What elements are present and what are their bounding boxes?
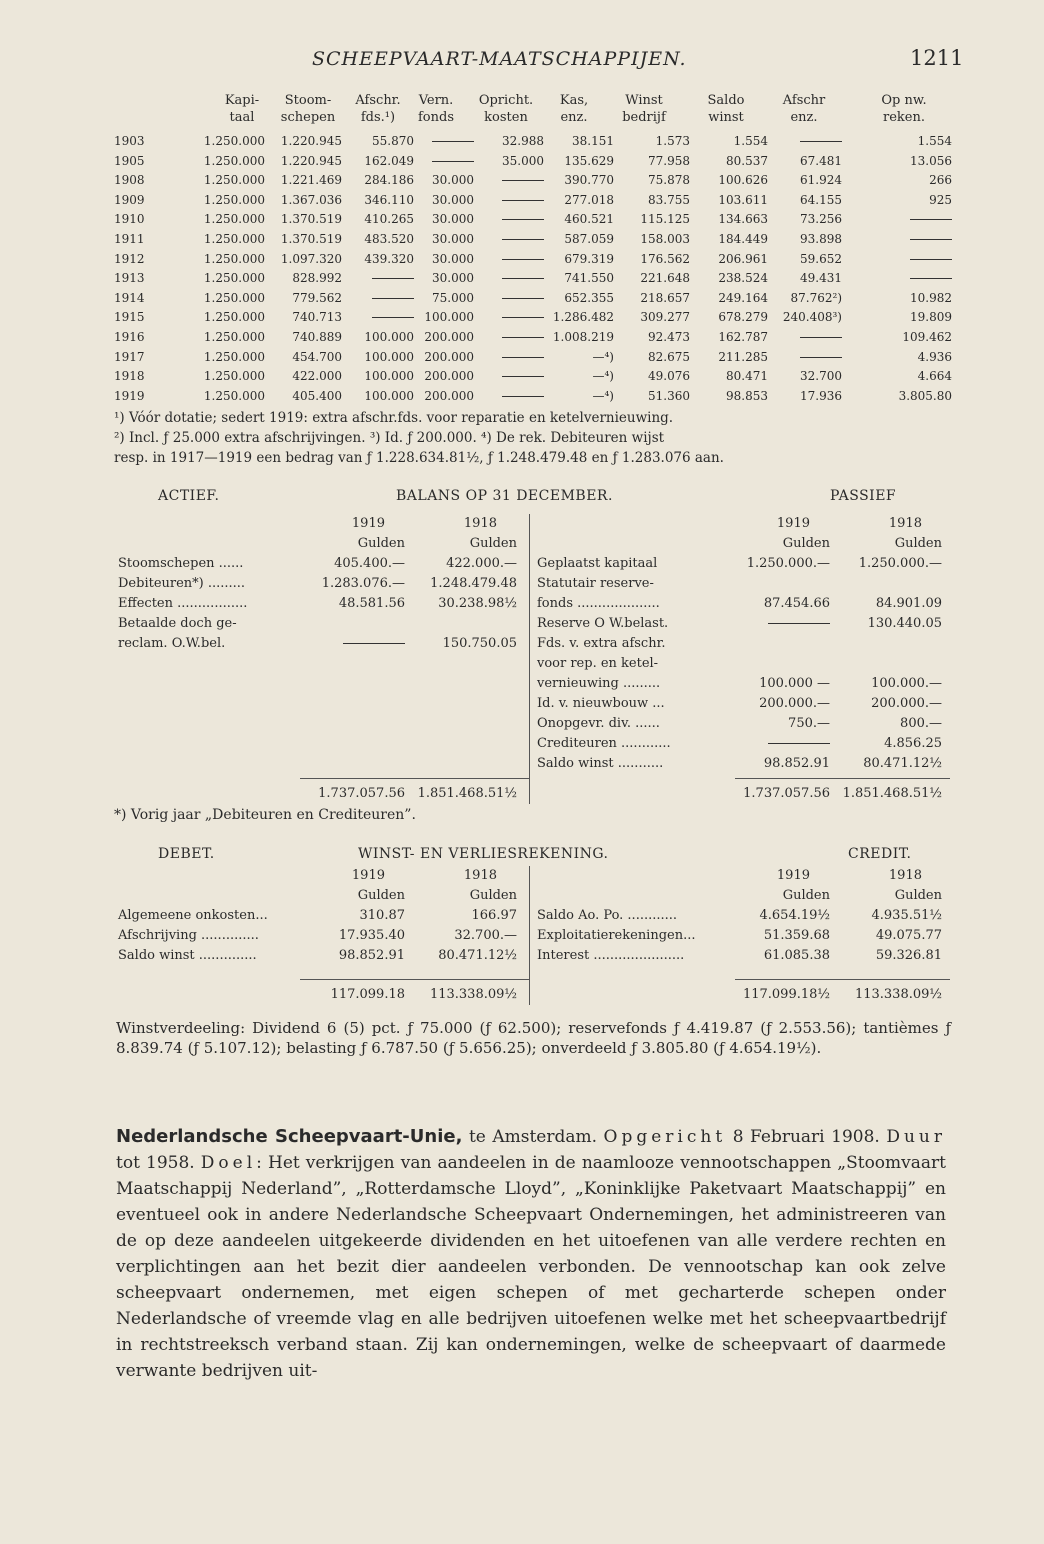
ledger-total: 1.851.468.51½ bbox=[417, 786, 517, 801]
table-cell: 59.652 bbox=[800, 251, 842, 266]
table-cell: 162.787 bbox=[718, 329, 768, 344]
ledger-value: 59.326.81 bbox=[875, 948, 942, 963]
table-cell: 1.250.000 bbox=[203, 153, 265, 168]
table-cell: 1.367.036 bbox=[280, 192, 342, 207]
table-cell: 30.000 bbox=[432, 212, 474, 227]
table-cell: 1.221.469 bbox=[280, 173, 342, 188]
ledger-value: 98.852.91 bbox=[763, 756, 830, 771]
table-cell: 80.471 bbox=[726, 369, 768, 384]
table-cell: 266 bbox=[929, 173, 952, 188]
table-year: 1908 bbox=[114, 173, 145, 188]
page-number: 1211 bbox=[910, 46, 964, 70]
table-cell: 80.537 bbox=[726, 153, 768, 168]
ledger-label: Exploitatierekeningen... bbox=[537, 928, 696, 943]
ledger-label: Id. v. nieuwbouw ... bbox=[537, 696, 665, 711]
table-cell: 679.319 bbox=[564, 251, 614, 266]
table-cell: 73.256 bbox=[800, 212, 842, 227]
table-cell: 779.562 bbox=[292, 290, 342, 305]
table-cell: 30.000 bbox=[432, 192, 474, 207]
ledger-label: Fds. v. extra afschr. bbox=[537, 636, 666, 651]
column-header-line1: Afschr bbox=[782, 93, 826, 108]
table-cell: 828.992 bbox=[292, 271, 342, 286]
table-cell: 410.265 bbox=[364, 212, 414, 227]
table-year: 1914 bbox=[114, 290, 145, 305]
table-year: 1916 bbox=[114, 329, 145, 344]
ledger-label: reclam. O.W.bel. bbox=[118, 636, 226, 651]
table-cell: 346.110 bbox=[364, 192, 414, 207]
ledger-value: 1.283.076.— bbox=[321, 576, 405, 591]
table-cell: 1.250.000 bbox=[203, 231, 265, 246]
table-cell: 284.186 bbox=[364, 173, 414, 188]
table-cell: 75.000 bbox=[432, 290, 474, 305]
doel-label: Doel bbox=[200, 1153, 257, 1173]
table-cell: 1.250.000 bbox=[203, 310, 265, 325]
table-cell: 238.524 bbox=[718, 271, 768, 286]
ledger-total: 1.851.468.51½ bbox=[842, 786, 942, 801]
ledger-total: 117.099.18 bbox=[330, 987, 405, 1002]
table-cell: 87.762²) bbox=[790, 290, 842, 305]
table-cell: 200.000 bbox=[424, 388, 474, 403]
table-cell: 240.408³) bbox=[782, 310, 842, 325]
ledger-value: 87.454.66 bbox=[763, 596, 830, 611]
ledger-value: 4.935.51½ bbox=[871, 908, 942, 923]
table-cell: 158.003 bbox=[640, 231, 690, 246]
table-year: 1917 bbox=[114, 349, 145, 364]
table-cell: 1.220.945 bbox=[280, 134, 342, 148]
ledger-value: 405.400.— bbox=[334, 556, 405, 571]
table-cell: 1.250.000 bbox=[203, 134, 265, 148]
table-cell: 19.809 bbox=[910, 310, 952, 325]
table-cell: 1.250.000 bbox=[203, 388, 265, 403]
ledger-label: voor rep. en ketel- bbox=[537, 656, 659, 671]
table-cell: 740.889 bbox=[292, 329, 342, 344]
ledger-label: Effecten ................. bbox=[118, 596, 248, 611]
table-cell: 206.961 bbox=[718, 251, 768, 266]
table-cell: 75.878 bbox=[648, 173, 690, 188]
table-cell: 115.125 bbox=[640, 212, 690, 227]
table-year: 1913 bbox=[114, 271, 145, 286]
table-cell: 49.076 bbox=[648, 369, 690, 384]
column-header-line1: Saldo bbox=[707, 93, 745, 108]
table-cell: 55.870 bbox=[372, 134, 414, 148]
ledger-label: fonds .................... bbox=[537, 596, 660, 611]
footnote-line: resp. in 1917—1919 een bedrag van ƒ 1.228.634.81½, ƒ 1.248.479.48 en ƒ 1.283.076 aan. bbox=[114, 450, 724, 466]
table-cell: 652.355 bbox=[564, 290, 614, 305]
ledger-label: Betaalde doch ge- bbox=[118, 616, 237, 631]
table-cell: 93.898 bbox=[800, 231, 842, 246]
column-header-line1: Opricht. bbox=[478, 93, 534, 108]
table-cell: 30.000 bbox=[432, 251, 474, 266]
table-cell: 61.924 bbox=[800, 173, 842, 188]
ledger-value: 1.250.000.— bbox=[746, 556, 830, 571]
ledger-value: 80.471.12½ bbox=[438, 948, 517, 963]
table-cell: 200.000 bbox=[424, 369, 474, 384]
column-header-line2: fonds bbox=[417, 110, 454, 125]
ledger-label: vernieuwing ......... bbox=[537, 676, 661, 691]
ledger-value: 200.000.— bbox=[759, 696, 830, 711]
year-header: 1918 bbox=[888, 868, 922, 883]
table-cell: 100.000 bbox=[364, 369, 414, 384]
table-cell: 1.370.519 bbox=[280, 212, 342, 227]
table-cell: 38.151 bbox=[572, 134, 614, 148]
ledger-total: 117.099.18½ bbox=[742, 987, 830, 1002]
wv-right-title: CREDIT. bbox=[848, 846, 912, 862]
wv-title: WINST- EN VERLIESREKENING. bbox=[358, 846, 609, 862]
table-cell: 925 bbox=[929, 192, 952, 207]
column-header-line2: fds.¹) bbox=[360, 110, 396, 125]
table-cell: 460.521 bbox=[564, 212, 614, 227]
table-cell: 10.982 bbox=[910, 290, 952, 305]
ledger-value: 800.— bbox=[900, 716, 942, 731]
table-cell: 218.657 bbox=[640, 290, 690, 305]
table-cell: 30.000 bbox=[432, 231, 474, 246]
ledger-value: 1.250.000.— bbox=[858, 556, 942, 571]
ledger-label: Saldo winst ........... bbox=[537, 756, 664, 771]
table-cell: 64.155 bbox=[800, 192, 842, 207]
opgericht-label: Opgericht bbox=[603, 1127, 727, 1147]
doel-text: : Het verkrijgen van aandeelen in de naamlooze vennootschappen „Stoomvaart Maatschappij Nederland”, „Rotterdamsche Lloyd”, „Koninklijke Paketvaart Maatschappij” en eventueel ook in andere Nederlandsche Scheepvaart Ondernemingen, het administreeren van de op deze aandeelen uitgekeerde dividenden en het uitoefenen van alle verdere rechten en verplichtingen aan het bezit dier aandeelen verbonden. De vennootschap kan ook zelve scheepvaart ondernemen, met eigen schepen of met gecharterde schepen onder Nederlandsche of vreemde vlag en alle bedrijven uitoefenen welke met het scheepvaartbedrijf in rechtstreeksch verband staan. Zij kan ondernemingen, welke de scheepvaart of daarmede verwante bedrijven uit- bbox=[116, 1153, 946, 1381]
wv-left-title: DEBET. bbox=[158, 846, 215, 862]
column-header-line2: reken. bbox=[883, 110, 925, 125]
ledger-value: 150.750.05 bbox=[442, 636, 517, 651]
ledger-label: Crediteuren ............ bbox=[537, 736, 671, 751]
column-header-line2: kosten bbox=[484, 110, 528, 125]
ledger-label: Geplaatst kapitaal bbox=[537, 556, 658, 571]
column-header-line1: Kapi- bbox=[224, 93, 260, 108]
ledger-label: Stoomschepen ...... bbox=[118, 556, 244, 571]
company-name: Nederlandsche Scheepvaart-Unie, bbox=[116, 1126, 463, 1147]
table-cell: 134.663 bbox=[718, 212, 768, 227]
table-cell: 309.277 bbox=[640, 310, 690, 325]
table-cell: 1.250.000 bbox=[203, 192, 265, 207]
table-cell: 1.370.519 bbox=[280, 231, 342, 246]
table-cell: 1.554 bbox=[917, 134, 952, 148]
table-cell: 49.431 bbox=[800, 271, 842, 286]
year-header: 1918 bbox=[463, 868, 497, 883]
table-cell: 135.629 bbox=[564, 153, 614, 168]
table-cell: 200.000 bbox=[424, 329, 474, 344]
table-year: 1918 bbox=[114, 369, 145, 384]
column-header-line1: Stoom- bbox=[284, 93, 332, 108]
table-year: 1903 bbox=[114, 134, 145, 148]
table-cell: 1.250.000 bbox=[203, 212, 265, 227]
table-cell: —⁴) bbox=[592, 388, 614, 403]
table-cell: 162.049 bbox=[364, 153, 414, 168]
table-cell: 30.000 bbox=[432, 271, 474, 286]
ledger-value: 310.87 bbox=[359, 908, 405, 923]
ledger-divider bbox=[529, 866, 530, 1005]
ledger-label: Saldo winst .............. bbox=[118, 948, 257, 963]
table-year: 1911 bbox=[114, 231, 145, 246]
column-header-line1: Op nw. bbox=[881, 93, 927, 108]
year-header: 1918 bbox=[463, 516, 497, 531]
ledger-value: 30.238.98½ bbox=[438, 596, 517, 611]
table-year: 1912 bbox=[114, 251, 145, 266]
ledger-value: 100.000.— bbox=[871, 676, 942, 691]
year-header: 1919 bbox=[351, 516, 385, 531]
ledger-value: 100.000 — bbox=[759, 676, 830, 691]
table-cell: 439.320 bbox=[364, 251, 414, 266]
table-cell: 17.936 bbox=[800, 388, 842, 403]
column-header-line1: Kas, bbox=[559, 93, 589, 108]
table-cell: 32.700 bbox=[800, 369, 842, 384]
table-cell: 200.000 bbox=[424, 349, 474, 364]
table-cell: —⁴) bbox=[592, 369, 614, 384]
table-cell: 741.550 bbox=[564, 271, 614, 286]
table-cell: 35.000 bbox=[502, 153, 544, 168]
column-header-line2: taal bbox=[229, 110, 255, 125]
winstverdeeling-paragraph: Winstverdeeling: Dividend 6 (5) pct. ƒ 75.000 (ƒ 62.500); reservefonds ƒ 4.419.87 (ƒ 2.553.56); tantièmes ƒ 8.839.74 (ƒ 5.107.12); belasting ƒ 6.787.50 (ƒ 5.656.25); onverdeeld ƒ 3.805.80 (ƒ 4.654.19½). bbox=[116, 1019, 951, 1057]
ledger-value: 98.852.91 bbox=[338, 948, 405, 963]
unit-header: Gulden bbox=[782, 536, 830, 551]
ledger-value: 80.471.12½ bbox=[863, 756, 942, 771]
table-cell: 1.097.320 bbox=[280, 251, 342, 266]
duur-value: tot 1958. bbox=[116, 1153, 201, 1173]
balans-left-title: ACTIEF. bbox=[158, 488, 220, 504]
table-cell: 92.473 bbox=[648, 329, 690, 344]
ledger-value: 17.935.40 bbox=[338, 928, 405, 943]
unit-header: Gulden bbox=[357, 888, 405, 903]
table-cell: 483.520 bbox=[364, 231, 414, 246]
table-cell: 390.770 bbox=[564, 173, 614, 188]
column-header-line1: Winst bbox=[625, 93, 663, 108]
company-article bbox=[116, 1124, 946, 1384]
balans-footnote: *) Vorig jaar „Debiteuren en Crediteuren”. bbox=[114, 807, 416, 823]
table-cell: 211.285 bbox=[718, 349, 768, 364]
table-cell: 109.462 bbox=[902, 329, 952, 344]
table-cell: 51.360 bbox=[648, 388, 690, 403]
ledger-label: Reserve O W.belast. bbox=[537, 616, 669, 631]
ledger-total: 1.737.057.56 bbox=[743, 786, 830, 801]
table-cell: 67.481 bbox=[800, 153, 842, 168]
footnote-line: ¹) Vóór dotatie; sedert 1919: extra afschr.fds. voor reparatie en ketelvernieuwing. bbox=[114, 410, 674, 426]
table-cell: 32.988 bbox=[502, 134, 544, 148]
table-cell: 176.562 bbox=[640, 251, 690, 266]
ledger-value: 84.901.09 bbox=[875, 596, 942, 611]
ledger-label: Statutair reserve- bbox=[537, 576, 654, 591]
table-cell: 1.250.000 bbox=[203, 271, 265, 286]
column-header-line1: Afschr. bbox=[355, 93, 401, 108]
unit-header: Gulden bbox=[469, 536, 517, 551]
company-place: te Amsterdam. bbox=[462, 1127, 604, 1147]
year-header: 1919 bbox=[776, 516, 810, 531]
unit-header: Gulden bbox=[357, 536, 405, 551]
unit-header: Gulden bbox=[782, 888, 830, 903]
ledger-value: 130.440.05 bbox=[867, 616, 942, 631]
table-cell: 1.008.219 bbox=[552, 329, 614, 344]
table-year: 1909 bbox=[114, 192, 145, 207]
table-cell: 100.626 bbox=[718, 173, 768, 188]
table-cell: 184.449 bbox=[718, 231, 768, 246]
column-header-line2: enz. bbox=[560, 110, 588, 125]
ledger-label: Algemeene onkosten... bbox=[118, 908, 268, 923]
table-cell: 277.018 bbox=[564, 192, 614, 207]
table-cell: 1.220.945 bbox=[280, 153, 342, 168]
table-cell: 83.755 bbox=[648, 192, 690, 207]
table-cell: 1.286.482 bbox=[552, 310, 614, 325]
unit-header: Gulden bbox=[894, 888, 942, 903]
table-year: 1915 bbox=[114, 310, 145, 325]
ledger-value: 4.856.25 bbox=[884, 736, 942, 751]
year-header: 1918 bbox=[888, 516, 922, 531]
ledger-value: 750.— bbox=[788, 716, 830, 731]
duur-label: Duur bbox=[886, 1127, 946, 1147]
table-cell: 1.250.000 bbox=[203, 349, 265, 364]
ledger-value: 51.359.68 bbox=[763, 928, 830, 943]
table-cell: 100.000 bbox=[424, 310, 474, 325]
column-header-line2: enz. bbox=[790, 110, 818, 125]
ledger-label: Afschrijving .............. bbox=[118, 928, 259, 943]
footnote-line: ²) Incl. ƒ 25.000 extra afschrijvingen. ³) Id. ƒ 200.000. ⁴) De rek. Debiteuren wijst bbox=[114, 430, 665, 446]
ledger-label: Debiteuren*) ......... bbox=[118, 576, 246, 591]
ledger-value: 422.000.— bbox=[446, 556, 517, 571]
column-header-line2: bedrijf bbox=[622, 110, 666, 125]
ledger-label: Onopgevr. div. ...... bbox=[537, 716, 660, 731]
ledger-total: 1.737.057.56 bbox=[318, 786, 405, 801]
table-cell: 100.000 bbox=[364, 388, 414, 403]
table-cell: 678.279 bbox=[718, 310, 768, 325]
ledger-label: Interest ...................... bbox=[537, 948, 685, 963]
table-cell: 1.250.000 bbox=[203, 173, 265, 188]
table-cell: 587.059 bbox=[564, 231, 614, 246]
unit-header: Gulden bbox=[894, 536, 942, 551]
balans-title: BALANS OP 31 DECEMBER. bbox=[396, 488, 613, 504]
table-cell: 740.713 bbox=[292, 310, 342, 325]
ledger-rule bbox=[300, 979, 529, 980]
ledger-rule bbox=[735, 979, 950, 980]
table-cell: 4.664 bbox=[917, 369, 952, 384]
ledger-total: 113.338.09½ bbox=[854, 987, 942, 1002]
ledger-value: 4.654.19½ bbox=[759, 908, 830, 923]
table-cell: 3.805.80 bbox=[898, 388, 952, 403]
table-cell: 1.250.000 bbox=[203, 290, 265, 305]
table-cell: 77.958 bbox=[648, 153, 690, 168]
table-cell: 82.675 bbox=[648, 349, 690, 364]
ledger-label: Saldo Ao. Po. ............ bbox=[537, 908, 678, 923]
column-header-line2: schepen bbox=[280, 110, 336, 125]
unit-header: Gulden bbox=[469, 888, 517, 903]
table-year: 1919 bbox=[114, 388, 145, 403]
ledger-total: 113.338.09½ bbox=[429, 987, 517, 1002]
table-cell: 98.853 bbox=[726, 388, 768, 403]
table-cell: 100.000 bbox=[364, 329, 414, 344]
table-cell: 221.648 bbox=[640, 271, 690, 286]
ledger-value: 61.085.38 bbox=[763, 948, 830, 963]
ledger-value: 200.000.— bbox=[871, 696, 942, 711]
year-header: 1919 bbox=[351, 868, 385, 883]
table-cell: 103.611 bbox=[718, 192, 768, 207]
ledger-value: 166.97 bbox=[471, 908, 517, 923]
table-cell: 1.250.000 bbox=[203, 369, 265, 384]
table-cell: 1.250.000 bbox=[203, 251, 265, 266]
table-cell: 100.000 bbox=[364, 349, 414, 364]
table-cell: 249.164 bbox=[718, 290, 768, 305]
table-cell: 1.250.000 bbox=[203, 329, 265, 344]
table-cell: 1.573 bbox=[655, 134, 690, 148]
ledger-value: 48.581.56 bbox=[338, 596, 405, 611]
table-cell: 1.554 bbox=[733, 134, 768, 148]
column-header-line2: winst bbox=[708, 110, 744, 125]
table-cell: —⁴) bbox=[592, 349, 614, 364]
table-year: 1905 bbox=[114, 153, 145, 168]
table-year: 1910 bbox=[114, 212, 145, 227]
table-cell: 4.936 bbox=[917, 349, 952, 364]
running-title: SCHEEPVAART-MAATSCHAPPIJEN. bbox=[312, 48, 687, 70]
year-header: 1919 bbox=[776, 868, 810, 883]
ledger-value: 32.700.— bbox=[454, 928, 517, 943]
ledger-value: 1.248.479.48 bbox=[430, 576, 517, 591]
opgericht-value: 8 Februari 1908. bbox=[726, 1127, 887, 1147]
table-cell: 30.000 bbox=[432, 173, 474, 188]
table-cell: 454.700 bbox=[292, 349, 342, 364]
ledger-value: 49.075.77 bbox=[875, 928, 942, 943]
table-cell: 405.400 bbox=[292, 388, 342, 403]
balans-right-title: PASSIEF bbox=[830, 488, 897, 504]
table-cell: 13.056 bbox=[910, 153, 952, 168]
table-cell: 422.000 bbox=[292, 369, 342, 384]
column-header-line1: Vern. bbox=[418, 93, 454, 108]
